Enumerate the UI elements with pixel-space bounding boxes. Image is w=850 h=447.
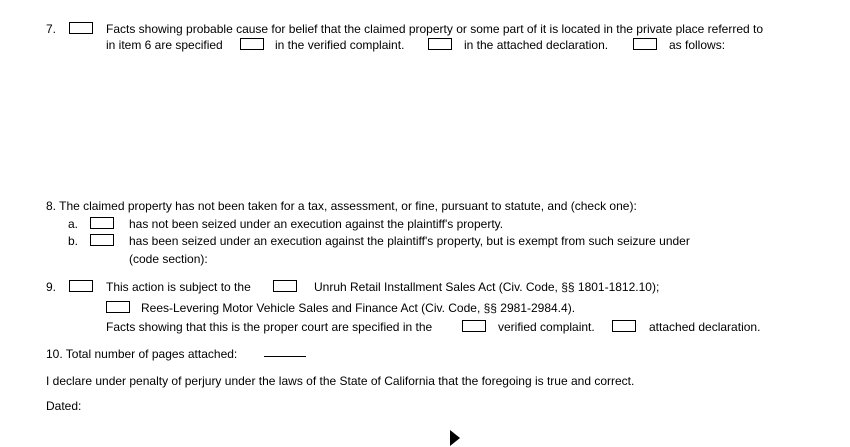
item8-b-label: b. [68, 234, 79, 248]
item7-declaration-label: in the attached declaration. [464, 38, 609, 52]
item9-unruh-checkbox[interactable] [273, 280, 297, 292]
item7-follows-checkbox[interactable] [633, 38, 657, 50]
item8-b-code-section: (code section): [129, 252, 208, 266]
item9-number: 9. [46, 280, 57, 294]
item7-text-line2: in item 6 are specified [106, 38, 223, 52]
item9-verified-checkbox[interactable] [462, 320, 486, 332]
item9-verified-label: verified complaint. [498, 320, 595, 334]
item8-a-text: has not been seized under an execution against the plaintiff's property. [129, 217, 504, 231]
item10-label: 10. Total number of pages attached: [46, 347, 238, 361]
item7-declaration-checkbox[interactable] [428, 38, 452, 50]
item9-lead: This action is subject to the [106, 280, 251, 294]
item10-pages-field[interactable] [264, 356, 306, 357]
item9-unruh-label: Unruh Retail Installment Sales Act (Civ. Code, §§ 1801-1812.10); [314, 280, 660, 294]
item9-rees-checkbox[interactable] [106, 301, 130, 313]
item7-follows-label: as follows: [669, 38, 726, 52]
item7-text-line1: Facts showing probable cause for belief that the claimed property or some part of it is located in the private place referred to [106, 22, 764, 36]
item7-number: 7. [46, 22, 57, 36]
item8-a-label: a. [68, 217, 79, 231]
item9-rees-label: Rees-Levering Motor Vehicle Sales and Finance Act (Civ. Code, §§ 2981-2984.4). [141, 301, 576, 315]
item7-verified-label: in the verified complaint. [275, 38, 405, 52]
item8-a-checkbox[interactable] [90, 217, 114, 229]
item8-b-text: has been seized under an execution against the plaintiff's property, but is exempt from such seizure under [129, 234, 690, 248]
item7-checkbox[interactable] [69, 22, 93, 34]
declaration-text: I declare under penalty of perjury under the laws of the State of California that the foregoing is true and correct. [46, 374, 635, 388]
item9-attached-checkbox[interactable] [612, 320, 636, 332]
item9-attached-label: attached declaration. [649, 320, 761, 334]
dated-label: Dated: [46, 399, 82, 413]
next-page-arrow-icon[interactable] [450, 430, 460, 446]
item9-court-facts: Facts showing that this is the proper court are specified in the [106, 320, 433, 334]
item7-verified-checkbox[interactable] [240, 38, 264, 50]
item8-b-checkbox[interactable] [90, 234, 114, 246]
item9-checkbox[interactable] [69, 280, 93, 292]
item8-heading: 8. The claimed property has not been taken for a tax, assessment, or fine, pursuant to statute, and (check one): [46, 199, 637, 213]
